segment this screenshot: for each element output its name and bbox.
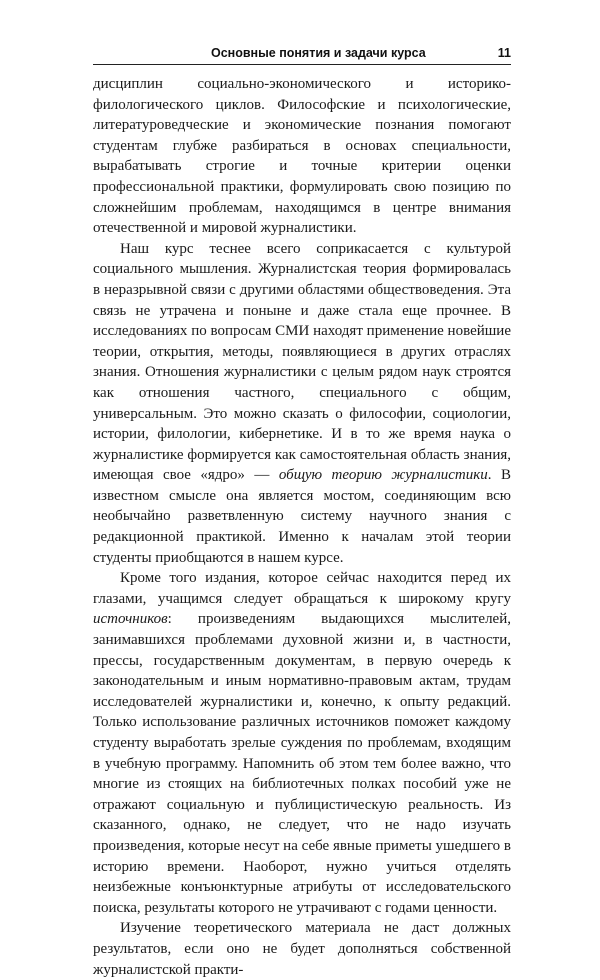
body-text: [93, 74, 511, 980]
paragraph: [93, 74, 511, 239]
italic-term: источников: [93, 611, 168, 628]
header-rule: [93, 64, 511, 65]
text-segment: дисциплин социально-экономического и историко-филологического циклов. Философские и психологические, литературоведческие и экономические познания помогают студентам глубже разбираться в основах специальности, вырабатывать строгие и точные критерии оценки профессиональной практики, формулировать свою позицию по сложнейшим проблемам, находящимся в центре внимания отечественной и мировой журналистики.: [93, 76, 511, 237]
running-header-title: Основные понятия и задачи курса: [211, 46, 426, 60]
page-number: 11: [497, 46, 511, 60]
text-segment: Наш курс теснее всего соприкасается с культурой социального мышления. Журналистская теория формировалась в неразрывной связи с другими областями обществоведения. Эта связь не утрачена и поныне и даже стала еще прочнее. В исследованиях по вопросам СМИ находят применение новейшие теории, открытия, методы, появляющиеся в других отраслях знания. Отношения журналистики с целым рядом наук строятся как отношения частного, специального с общим, универсальным. Это можно сказать о философии, социологии, истории, филологии, кибернетике. И в то же время наука о журналистике формируется как самостоятельная область знания, имеющая свое «ядро» —: [93, 240, 511, 484]
paragraph: [93, 918, 511, 980]
text-segment: . В известном смысле она является мостом, соединяющим всю необычайно разветвленную систему научного знания с редакционной практикой. Именно к началам этой теории студенты приобщаются в нашем курсе.: [93, 467, 511, 566]
text-segment: Кроме того издания, которое сейчас находится перед их глазами, учащимся следует обращаться к широкому кругу: [93, 570, 511, 607]
text-segment: : произведениям выдающихся мыслителей, занимавшихся проблемами духовной жизни и, в частности, прессы, государственным документам, в первую очередь к законодательным и иным нормативно-правовым актам, трудам исследователей журналистики и, конечно, к опыту редакций. Только использование различных источников поможет каждому студенту выработать зрелые суждения по проблемам, входящим в учебную программу. Напомнить об этом тем более важно, что многие из стоящих на библиотечных полках пособий уже не отражают социальную и публицистическую реальность. Из сказанного, однако, не следует, что не надо изучать произведения, которые несут на себе явные приметы ушедшего в историю времени. Наоборот, нужно учиться отделять неизбежные конъюнктурные атрибуты от исследовательского поиска, результаты которого не утрачивают с годами ценности.: [93, 611, 511, 916]
italic-term: общую теорию журналистики: [278, 467, 488, 484]
paragraph: [93, 568, 511, 918]
paragraph: [93, 239, 511, 569]
running-header: [93, 45, 511, 67]
text-segment: Изучение теоретического материала не даст должных результатов, если оно не будет дополняться собственной журналистской практи-: [93, 920, 511, 978]
